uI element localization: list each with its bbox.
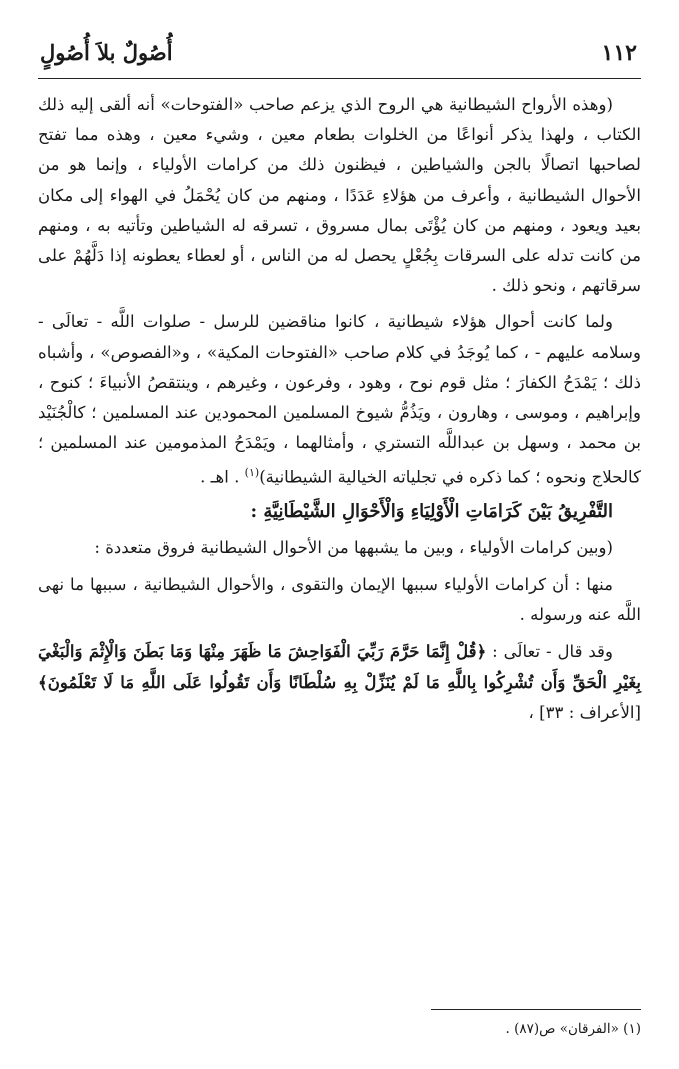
footnote-rule	[431, 1009, 641, 1010]
paragraph-2-end: . اهـ .	[200, 467, 245, 487]
footnote: (١) «الفرقان» ص(٨٧) .	[505, 1021, 641, 1037]
running-title: أُصُولٌ بلاَ أُصُولٍ	[40, 40, 173, 65]
paragraph-2-text: ولما كانت أحوال هؤلاء شيطانية ، كانوا مناقضين للرسل - صلوات اللَّه - تعالَى - وسلامه عليهم - ، كما يُوجَدُ في كلام صاحب «الفتوحات المكية» ، و«الفصوص» ، وأشباه ذلك ؛ يَمْدَحُ الكفارَ ؛ مثل قوم نوح ، وهود ، وفرعون ، وغيرهم ، وينتقصُ الأنبياءَ ؛ كنوح ، وإبراهيم ، وموسى ، وهارون ، ويَذُمُّ شيوخ المسلمين المحمودين عند المسلمين ؛ كالْجُنَيْد بن محمد ، وسهل بن عبداللَّه التستري ، وأمثالهما ، ويَمْدَحُ المذمومين عند المسلمين ؛ كالحلاج ونحوه ؛ كما ذكره في تجلياته الخيالية الشيطانية)	[38, 312, 641, 487]
paragraph-3: (وبين كرامات الأولياء ، وبين ما يشبهها من الأحوال الشيطانية فروق متعددة :	[94, 538, 613, 558]
page-header	[40, 40, 637, 74]
verse-reference: [الأعراف : ٣٣] ،	[528, 703, 641, 723]
quran-verse: ﴿قُلْ إِنَّمَا حَرَّمَ رَبِّيَ الْفَوَاحِشَ مَا ظَهَرَ مِنْهَا وَمَا بَطَنَ وَالْإِثْمَ وَالْبَغْيَ بِغَيْرِ الْحَقِّ وَأَن تُشْرِكُوا بِاللَّهِ مَا لَمْ يُنَزِّلْ بِهِ سُلْطَانًا وَأَن تَقُولُوا عَلَى اللَّهِ مَا لَا تَعْلَمُونَ﴾	[38, 640, 641, 693]
body-text	[38, 90, 641, 729]
paragraph-4: منها : أن كرامات الأولياء سببها الإيمان والتقوى ، والأحوال الشيطانية ، سببها ما نهى اللَّه عنه ورسوله .	[38, 574, 641, 624]
page-number: ١١٢	[601, 40, 637, 66]
paragraph-5	[38, 636, 641, 729]
footnote-marker: (١)	[244, 466, 260, 480]
paragraph-2	[38, 307, 641, 493]
paragraph-1: (وهذه الأرواح الشيطانية هي الروح الذي يزعم صاحب «الفتوحات» أنه ألقى إليه ذلك الكتاب ، ولهذا يذكر أنواعًا من الخلوات بطعام معين ، وشيء معين ، وهذه مما تفتح لصاحبها اتصالًا بالجن والشياطين ، فيظنون ذلك من كرامات الأولياء ، وإنما هو من الأحوال الشيطانية ، وأعرف من هؤلاءِ عَدَدًا ، ومنهم من كان يُحْمَلُ في الهواء إلى مكان بعيد ويعود ، ومنهم من كان يُؤْتَى بمال مسروق ، تسرقه له الشياطين وتأتيه به ، ومنهم من كانت تدله على السرقات بِجُعْلٍ يحصل له من الناس ، أو لعطاء يعطونه إذا دَلَّهُمْ على سرقاتهم ، ونحو ذلك .	[38, 95, 641, 296]
paragraph-5-start: وقد قال - تعالَى :	[486, 641, 613, 661]
header-rule	[38, 78, 641, 79]
section-heading: التَّفْرِيقُ بَيْنَ كَرَامَاتِ الْأَوْلِيَاءِ وَالْأَحْوَالِ الشَّيْطَانِيَّةِ :	[250, 501, 613, 523]
